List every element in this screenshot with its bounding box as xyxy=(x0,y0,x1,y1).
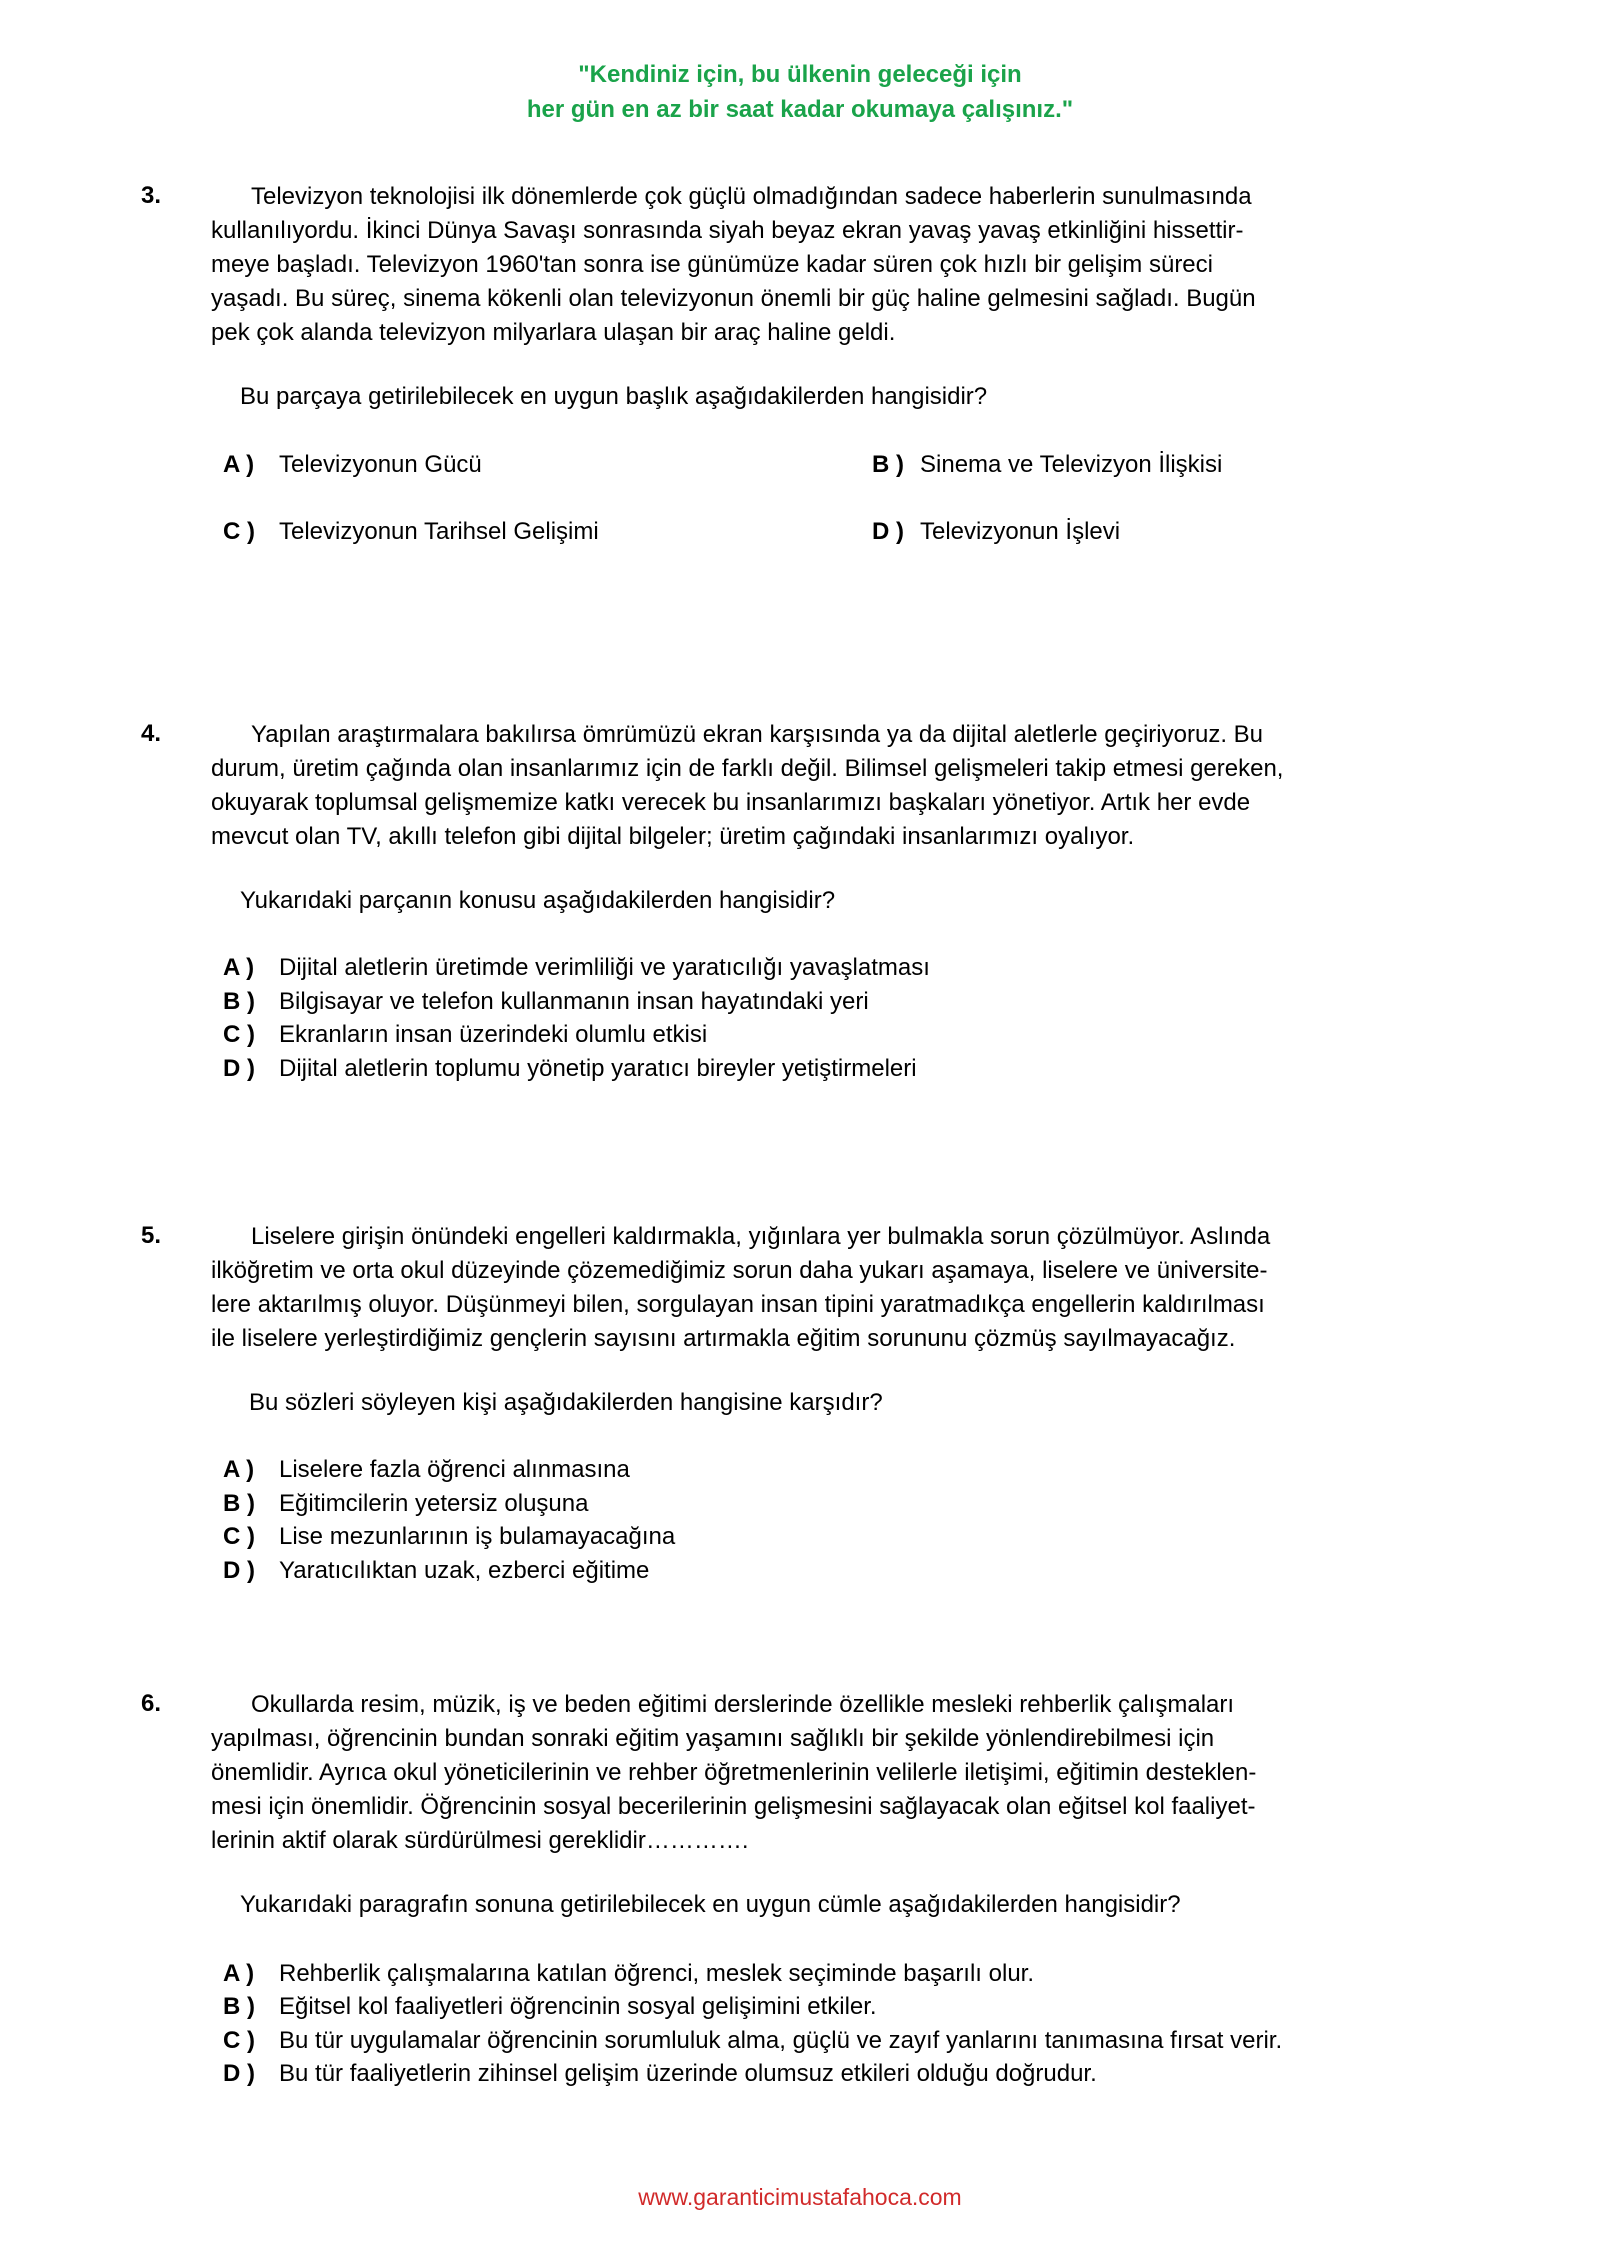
option-a[interactable] xyxy=(223,1957,1034,1991)
option-letter: C ) xyxy=(223,1021,255,1048)
question-number: 3. xyxy=(141,182,162,209)
paragraph-line: kullanılıyordu. İkinci Dünya Savaşı sonrasında siyah beyaz ekran yavaş yavaş etkinliğini hissettir- xyxy=(211,217,1244,244)
option-b[interactable] xyxy=(223,1990,877,2024)
option-letter: B ) xyxy=(872,451,904,478)
paragraph-line: önemlidir. Ayrıca okul yöneticilerinin ve rehber öğretmenlerinin velilerle iletişimi, eğitimin desteklen- xyxy=(211,1759,1257,1786)
option-text: Televizyonun Gücü xyxy=(279,451,482,478)
paragraph-line: lere aktarılmış oluyor. Düşünmeyi bilen, sorgulayan insan tipini yaratmadıkça engellerin kaldırılması xyxy=(211,1291,1265,1318)
option-text: Bu tür faaliyetlerin zihinsel gelişim üzerinde olumsuz etkileri olduğu doğrudur. xyxy=(279,2060,1097,2087)
option-b[interactable] xyxy=(872,448,1222,482)
option-text: Liselere fazla öğrenci alınmasına xyxy=(279,1456,630,1483)
option-a[interactable] xyxy=(223,448,482,482)
question-number: 6. xyxy=(141,1690,162,1717)
option-text: Lise mezunlarının iş bulamayacağına xyxy=(279,1523,676,1550)
paragraph-line: pek çok alanda televizyon milyarlara ulaşan bir araç haline geldi. xyxy=(211,319,896,346)
option-d[interactable] xyxy=(223,1052,917,1086)
option-letter: B ) xyxy=(223,1490,255,1517)
option-text: Yaratıcılıktan uzak, ezberci eğitime xyxy=(279,1557,650,1584)
option-letter: A ) xyxy=(223,954,255,981)
option-text: Eğitsel kol faaliyetleri öğrencinin sosyal gelişimini etkiler. xyxy=(279,1993,877,2020)
option-letter: C ) xyxy=(223,1523,255,1550)
paragraph-line: Yapılan araştırmalara bakılırsa ömrümüzü ekran karşısında ya da dijital aletlerle geçiriyoruz. Bu xyxy=(251,721,1264,748)
question-prompt: Yukarıdaki parçanın konusu aşağıdakilerden hangisidir? xyxy=(240,887,836,914)
option-letter: A ) xyxy=(223,1456,255,1483)
option-letter: A ) xyxy=(223,1960,255,1987)
paragraph-line: ilköğretim ve orta okul düzeyinde çözemediğimiz sorun daha yukarı aşamaya, liselere ve üniversite- xyxy=(211,1257,1268,1284)
paragraph-line: mesi için önemlidir. Öğrencinin sosyal becerilerinin gelişmesini sağlayacak olan eğitsel kol faaliyet- xyxy=(211,1793,1256,1820)
paragraph-line: Televizyon teknolojisi ilk dönemlerde çok güçlü olmadığından sadece haberlerin sunulmasında xyxy=(251,183,1252,210)
question-prompt: Bu sözleri söyleyen kişi aşağıdakilerden hangisine karşıdır? xyxy=(249,1389,883,1416)
option-text: Sinema ve Televizyon İlişkisi xyxy=(920,451,1223,478)
paragraph-line: durum, üretim çağında olan insanlarımız için de farklı değil. Bilimsel gelişmeleri takip etmesi gereken, xyxy=(211,755,1284,782)
paragraph-line: yapılması, öğrencinin bundan sonraki eğitim yaşamını sağlıklı bir şekilde yönlendirebilmesi için xyxy=(211,1725,1215,1752)
option-c[interactable] xyxy=(223,1018,707,1052)
option-text: Bilgisayar ve telefon kullanmanın insan hayatındaki yeri xyxy=(279,988,869,1015)
option-text: Rehberlik çalışmalarına katılan öğrenci, meslek seçiminde başarılı olur. xyxy=(279,1960,1035,1987)
option-letter: D ) xyxy=(223,1055,255,1082)
option-a[interactable] xyxy=(223,1453,630,1487)
option-letter: D ) xyxy=(223,2060,255,2087)
option-letter: A ) xyxy=(223,451,255,478)
option-c[interactable] xyxy=(223,2024,1282,2058)
footer-website-link[interactable]: www.garanticimustafahoca.com xyxy=(638,2184,962,2210)
option-text: Televizyonun İşlevi xyxy=(920,518,1121,545)
paragraph-line: yaşadı. Bu süreç, sinema kökenli olan televizyonun önemli bir güç haline gelmesini sağladı. Bugün xyxy=(211,285,1256,312)
question-number: 5. xyxy=(141,1222,162,1249)
option-letter: C ) xyxy=(223,2027,255,2054)
option-c[interactable] xyxy=(223,515,599,549)
question-paragraph xyxy=(211,1688,1416,1858)
paragraph-line: okuyarak toplumsal gelişmemize katkı verecek bu insanlarımızı başkaları yönetiyor. Artık her evde xyxy=(211,789,1251,816)
option-letter: C ) xyxy=(223,518,255,545)
question-paragraph xyxy=(211,718,1416,854)
option-c[interactable] xyxy=(223,1520,675,1554)
option-text: Eğitimcilerin yetersiz oluşuna xyxy=(279,1490,589,1517)
option-letter: B ) xyxy=(223,988,255,1015)
question-prompt: Bu parçaya getirilebilecek en uygun başlık aşağıdakilerden hangisidir? xyxy=(240,383,988,410)
option-letter: D ) xyxy=(872,518,904,545)
option-d[interactable] xyxy=(872,515,1120,549)
question-number: 4. xyxy=(141,720,162,747)
option-b[interactable] xyxy=(223,1487,588,1521)
motto-line-2: her gün en az bir saat kadar okumaya çalışınız." xyxy=(526,96,1074,123)
option-b[interactable] xyxy=(223,985,869,1019)
option-letter: D ) xyxy=(223,1557,255,1584)
option-text: Dijital aletlerin üretimde verimliliği ve yaratıcılığı yavaşlatması xyxy=(279,954,930,981)
question-prompt: Yukarıdaki paragrafın sonuna getirilebilecek en uygun cümle aşağıdakilerden hangisidir? xyxy=(240,1891,1181,1918)
paragraph-line: lerinin aktif olarak sürdürülmesi gereklidir…………. xyxy=(211,1827,749,1854)
paragraph-line: meye başladı. Televizyon 1960'tan sonra ise günümüze kadar süren çok hızlı bir gelişim süreci xyxy=(211,251,1213,278)
paragraph-line: Liselere girişin önündeki engelleri kaldırmakla, yığınlara yer bulmakla sorun çözülmüyor. Aslında xyxy=(251,1223,1271,1250)
question-paragraph xyxy=(211,1220,1416,1356)
option-d[interactable] xyxy=(223,1554,649,1588)
option-text: Dijital aletlerin toplumu yönetip yaratıcı bireyler yetiştirmeleri xyxy=(279,1055,917,1082)
option-a[interactable] xyxy=(223,951,930,985)
question-paragraph xyxy=(211,180,1416,350)
option-letter: B ) xyxy=(223,1993,255,2020)
motto-line-1: "Kendiniz için, bu ülkenin geleceği için xyxy=(578,61,1022,88)
paragraph-line: mevcut olan TV, akıllı telefon gibi dijital bilgeler; üretim çağındaki insanlarımızı oyalıyor. xyxy=(211,823,1135,850)
paragraph-line: Okullarda resim, müzik, iş ve beden eğitimi derslerinde özellikle mesleki rehberlik çalışmaları xyxy=(251,1691,1235,1718)
option-text: Televizyonun Tarihsel Gelişimi xyxy=(279,518,599,545)
option-text: Ekranların insan üzerindeki olumlu etkisi xyxy=(279,1021,708,1048)
paragraph-line: ile liselere yerleştirdiğimiz gençlerin sayısını artırmakla eğitim sorununu çözmüş sayılmayacağız. xyxy=(211,1325,1236,1352)
option-text: Bu tür uygulamalar öğrencinin sorumluluk alma, güçlü ve zayıf yanlarını tanımasına fırsat verir. xyxy=(279,2027,1283,2054)
option-d[interactable] xyxy=(223,2057,1097,2091)
